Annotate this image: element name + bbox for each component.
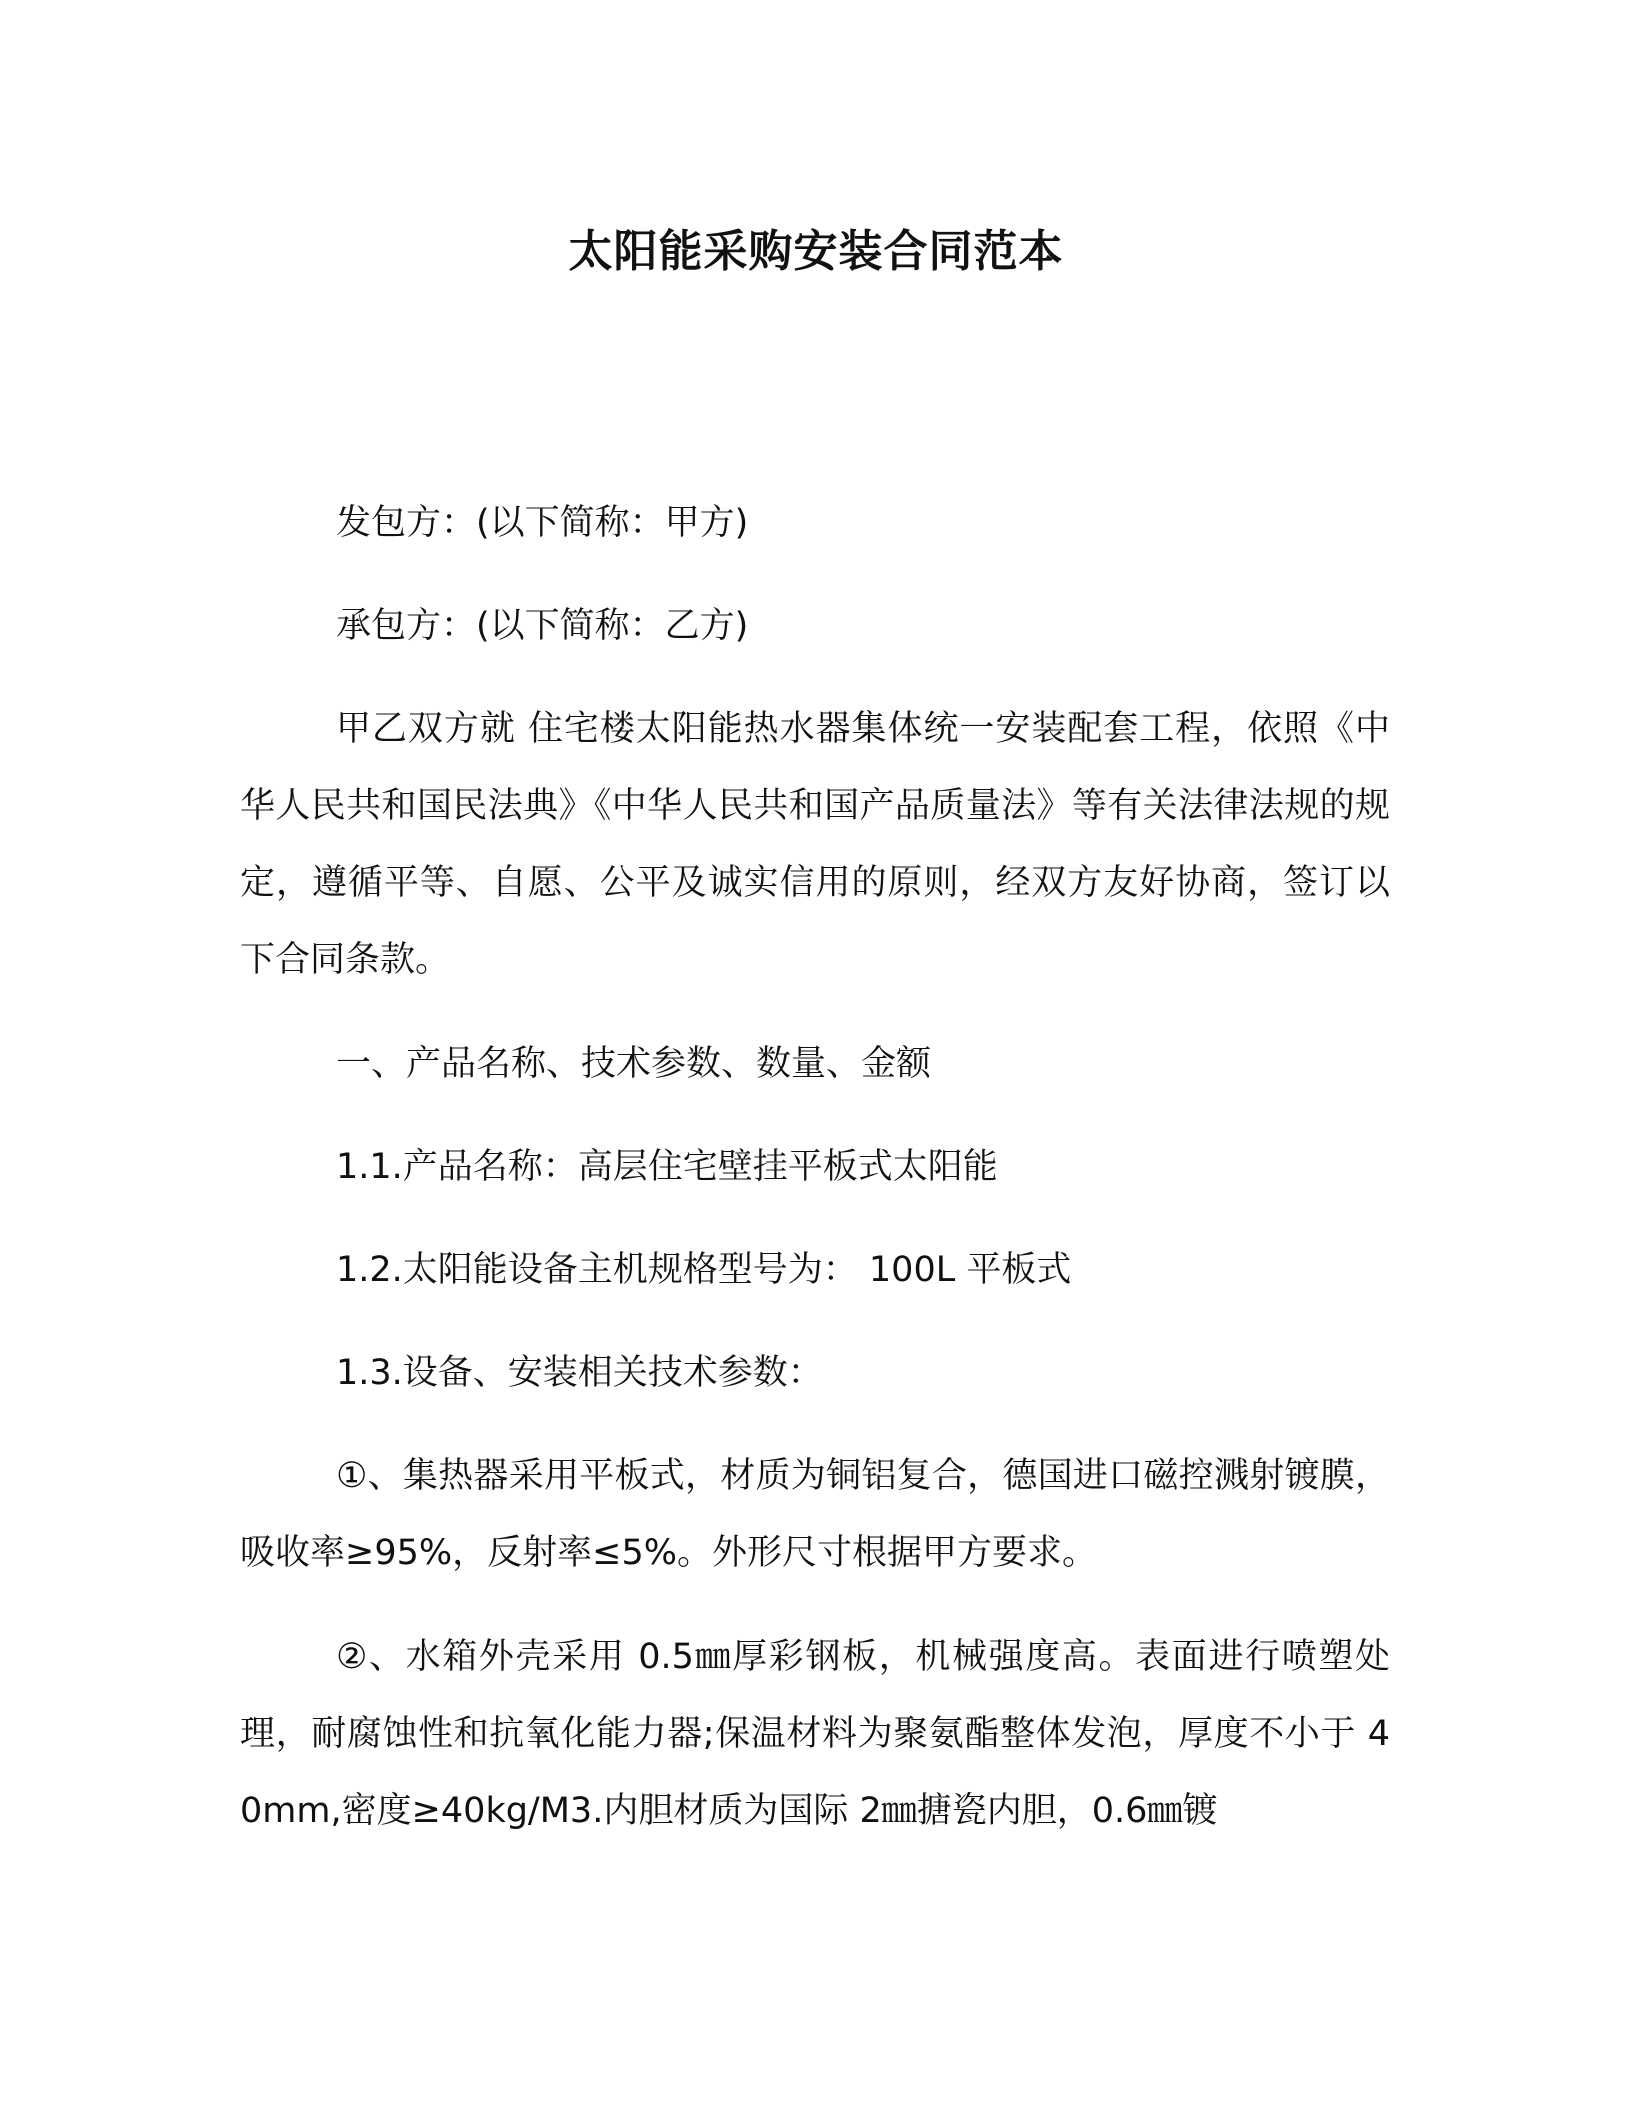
preamble-paragraph: 甲乙双方就 住宅楼太阳能热水器集体统一安装配套工程，依照《中华人民共和国民法典》《中华人民共和国产品质量法》等有关法律法规的规定，遵循平等、自愿、公平及诚实信用的原则，经双方友好协商，签订以下合同条款。 [240,709,1390,980]
document-body [240,485,1390,1877]
party-b-line: 承包方：(以下简称：乙方) [336,606,749,646]
party-a-line: 发包方：(以下简称：甲方) [336,503,749,543]
clause-1-3: 1.3.设备、安装相关技术参数： [336,1353,823,1393]
document-title: 太阳能采购安装合同范本 [568,226,1064,277]
spec-item-2: ②、水箱外壳采用 0.5㎜厚彩钢板，机械强度高。表面进行喷塑处理，耐腐蚀性和抗氧化能力器;保温材料为聚氨酯整体发泡，厚度不小于 40mm,密度≥40kg/M3.内胆材质为国际 2㎜搪瓷内胆，0.6㎜镀 [240,1637,1390,1831]
spec-item-1: ①、集热器采用平板式，材质为铜铝复合，德国进口磁控溅射镀膜，吸收率≥95%，反射率≤5%。外形尺寸根据甲方要求。 [240,1456,1390,1573]
clause-1-2: 1.2.太阳能设备主机规格型号为： 100L 平板式 [336,1250,1072,1290]
section-heading-1: 一、产品名称、技术参数、数量、金额 [336,1044,932,1084]
clause-1-1: 1.1.产品名称：高层住宅壁挂平板式太阳能 [336,1147,998,1187]
